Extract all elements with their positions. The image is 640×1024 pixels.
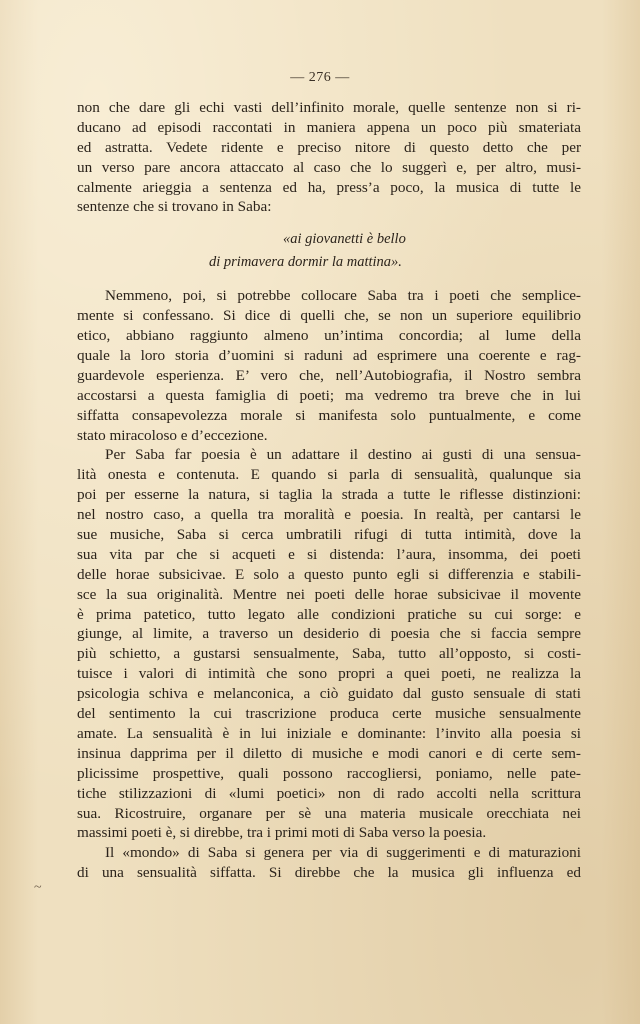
text-line: non che dare gli echi vasti dell’infinito morale, quelle sentenze non si ri- xyxy=(77,99,581,116)
text-line: massimi poeti è, si direbbe, tra i primi moti di Saba verso la poesia. xyxy=(77,824,487,842)
text-line: calmente arieggia a sentenza ed ha, press’a poco, la musica di tutte le xyxy=(77,178,581,196)
text-line: è prima patetico, tutto legato alle condizioni pratiche su cui sorge: e xyxy=(77,605,581,623)
text-line: psicologia schiva e melanconica, a ciò guidato dal gusto sensuale di stati xyxy=(77,685,581,703)
text-line: mente si confessano. Si dice di quelli che, se non un superiore equilibrio xyxy=(77,307,581,325)
body-text xyxy=(77,98,581,883)
text-line: sentenze che si trovano in Saba: xyxy=(77,198,272,216)
paragraph-3 xyxy=(77,445,581,843)
text-line: Nemmeno, poi, si potrebbe collocare Saba tra i poeti che semplice- xyxy=(105,287,581,305)
text-line: sce la sua originalità. Mentre nei poeti delle horae subsicivae il movente xyxy=(77,585,581,603)
text-line: ducano ad episodi raccontati in maniera appena un poco più smateriata xyxy=(77,118,581,136)
quote-line: di primavera dormir la mattina». xyxy=(209,254,402,271)
text-line: del sentimento la cui trascrizione produca certe musiche sensualmente xyxy=(77,705,581,723)
text-line: accostarsi a questa famiglia di poeti; ma vedremo tra breve che in lui xyxy=(77,386,581,404)
text-line: tuisce i valori di intimità che sono propri a quei poeti, ne realizza la xyxy=(77,665,581,683)
text-line: delle horae subsicivae. E solo a questo punto egli si differenzia e stabili- xyxy=(77,565,581,583)
text-line: etico, abbiano raggiunto almeno un’intima concordia; al lume della xyxy=(77,327,581,345)
text-line: sua. Ricostruire, organare per sè una materia musicale orecchiata nei xyxy=(77,804,581,822)
text-line: siffatta consapevolezza morale si manifesta solo puntualmente, e come xyxy=(77,406,581,424)
page-number: — 276 — xyxy=(290,70,350,85)
text-line: giunge, al limite, a traverso un desiderio di poesia che si faccia sempre xyxy=(77,625,581,643)
paragraph-4 xyxy=(77,843,581,883)
paragraph-1 xyxy=(77,98,581,217)
text-line: sua vita par che si acqueti e si distenda: l’aura, insomma, dei poeti xyxy=(77,545,581,563)
text-line: Per Saba far poesia è un adattare il destino ai gusti di una sensua- xyxy=(105,446,581,464)
text-line: Il «mondo» di Saba si genera per via di suggerimenti e di maturazioni xyxy=(105,844,581,862)
text-line: amate. La sensualità è in lui iniziale e dominante: l’invito alla poesia si xyxy=(77,724,581,742)
text-line: quale la loro storia d’uomini si raduni ad esprimere una coerente e rag- xyxy=(77,347,581,365)
text-line: sue musiche, Saba si cerca umbratili rifugi di tutta intimità, dove la xyxy=(77,526,581,544)
text-line: lità onesta e contenuta. E quando si parla di sensualità, qualunque sia xyxy=(77,466,581,484)
text-line: poi per esserne la natura, si taglia la strada a tutte le riflesse distinzioni: xyxy=(77,486,581,504)
verse-quote xyxy=(77,228,581,274)
text-line: ed astratta. Vedete ridente e preciso nitore di questo detto che per xyxy=(77,138,581,156)
text-line: stato miracoloso e d’eccezione. xyxy=(77,426,268,444)
text-line: di una sensualità siffatta. Si direbbe che la musica gli influenza ed xyxy=(77,864,581,882)
paragraph-2 xyxy=(77,286,581,445)
text-line: insinua dapprima per il diletto di musiche e modi canori e di certe sem- xyxy=(77,744,581,762)
text-line: un verso pare ancora attaccato al caso che lo suggerì e, per altro, musi- xyxy=(77,158,581,176)
text-line: plicissime prospettive, quali possono raccogliersi, poniamo, nelle pate- xyxy=(77,764,581,782)
quote-line: «ai giovanetti è bello xyxy=(283,231,406,248)
margin-pencil-mark: ~ xyxy=(34,880,42,895)
text-line: nel nostro caso, a quella tra moralità e poesia. In realtà, per cantarsi le xyxy=(77,506,581,524)
text-line: guardevole esperienza. E’ vero che, nell’Autobiografia, il Nostro sembra xyxy=(77,366,581,384)
text-line: più schietto, a gustarsi sensualmente, Saba, tutto all’opposto, si costi- xyxy=(77,645,581,663)
text-line: tiche stilizzazioni di «lumi poetici» non di rado accolti nella scrittura xyxy=(77,784,581,802)
